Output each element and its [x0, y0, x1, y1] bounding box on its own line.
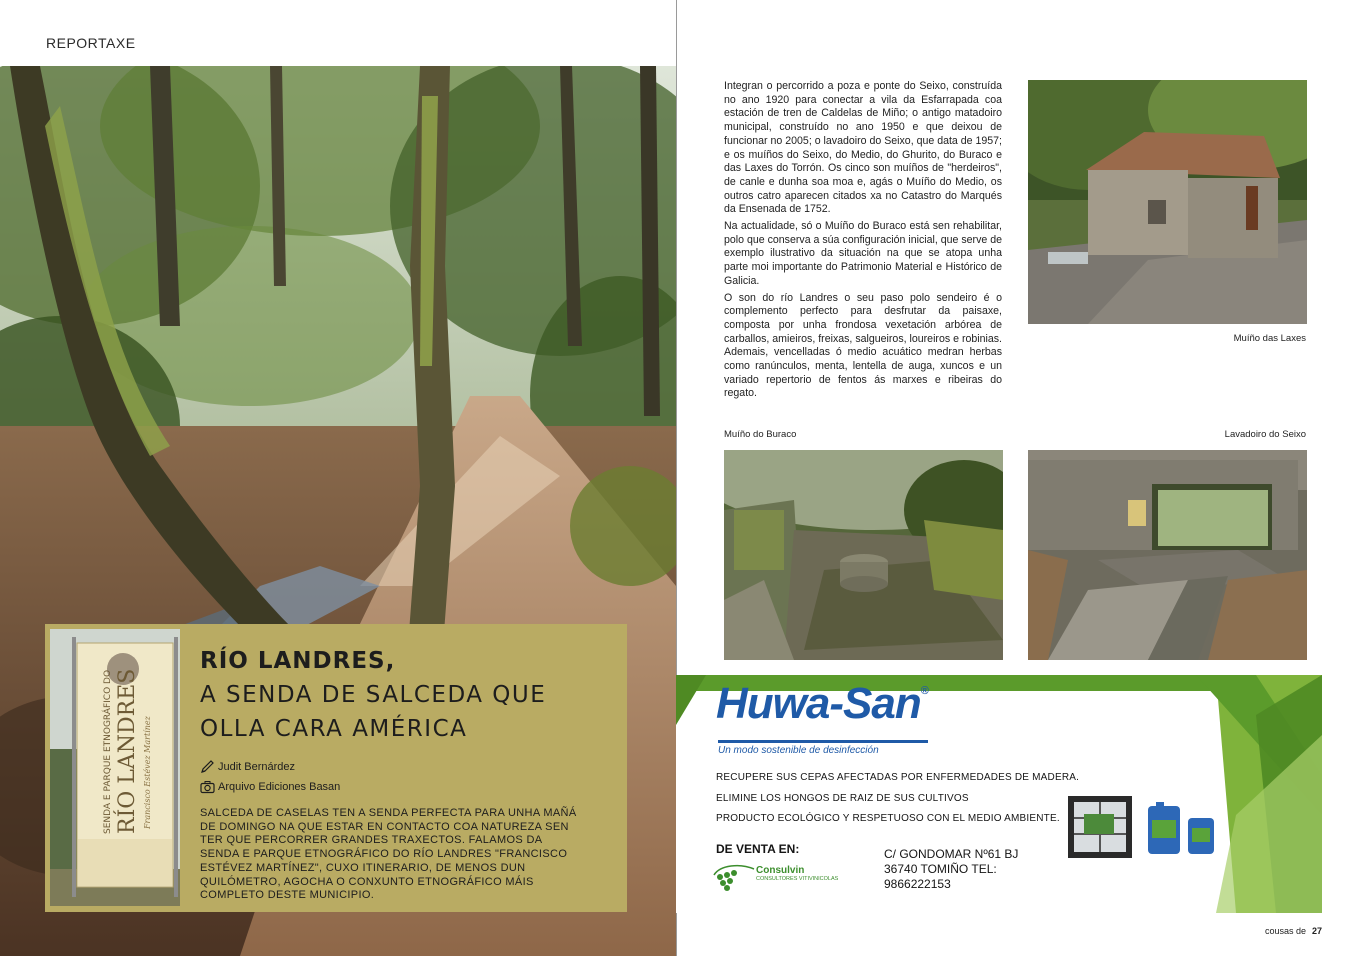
- body-paragraph-3: O son do río Landres o seu paso polo sendeiro é o complemento perfecto para desfrutar da paisaxe, composta por unha frondosa vexetación arbórea de carballos, amieiros, freixas, salgueiros, loureiros e robinias. Ademais, vencelladas ó medio acuático medran herbas como ranúnculos, menta, lentella de auga, xuncos e un variado repertorio de fentos ás marxes e ribeiras do regato.: [724, 291, 1002, 400]
- lavadoiro-do-seixo-photo: [1028, 450, 1307, 660]
- author-name: Judit Bernárdez: [218, 761, 296, 773]
- article-body: [724, 80, 1002, 404]
- page-folio: [1265, 926, 1322, 936]
- title-main: RÍO LANDRES,: [200, 648, 396, 674]
- article-title: [200, 644, 620, 746]
- ad-claim-3: PRODUCTO ECOLÓGICO Y RESPETUOSO CON EL MEDIO AMBIENTE.: [716, 813, 1060, 824]
- title-sub-line1: A SENDA DE SALCEDA QUE: [200, 682, 547, 708]
- logo-underline: [718, 740, 928, 743]
- magazine-name: cousas de: [1264, 926, 1306, 936]
- product-containers-image: [1064, 788, 1224, 868]
- distributor-subtitle: CONSULTORES VITIVINICOLAS: [756, 876, 839, 882]
- body-paragraph-2: Na actualidade, só o Muíño do Buraco está sen rehabilitar, polo que conserva a súa configuración inicial, que serve de exemplo ilustrativo da situación na que se atopa unha parte moi importante do Patrimonio Material e Histórico de Galicia.: [724, 220, 1002, 287]
- ad-claim-1: RECUPERE SUS CEPAS AFECTADAS POR ENFERMEDADES DE MADERA.: [716, 772, 1080, 783]
- banner-line1: SENDA E PARQUE ETNOGRÁFICO DO: [103, 669, 113, 834]
- muino-das-laxes-photo: [1028, 80, 1307, 324]
- huwa-san-logo: [716, 679, 928, 729]
- section-label: REPORTAXE: [46, 35, 136, 51]
- page-number: 27: [1311, 926, 1322, 936]
- ad-claim-2: ELIMINE LOS HONGOS DE RAIZ DE SUS CULTIVOS: [716, 793, 969, 804]
- registered-mark: ®: [920, 685, 928, 697]
- banner-line3: Francisco Estévez Martínez: [143, 716, 152, 829]
- camera-icon: [200, 780, 216, 794]
- senda-banner-photo: [50, 629, 180, 906]
- ad-tagline: Un modo sostenible de desinfección: [718, 745, 879, 756]
- brand-name: Huwa-San: [716, 679, 921, 728]
- ad-address: [884, 847, 1018, 892]
- caption-muino-do-buraco: Muíño do Buraco: [724, 429, 797, 440]
- muino-do-buraco-photo: [724, 450, 1003, 660]
- pencil-icon: [200, 760, 216, 774]
- huwa-san-advert[interactable]: [676, 675, 1322, 913]
- photo-credit-name: Arquivo Ediciones Basan: [218, 781, 341, 793]
- address-line-3: 9866222153: [884, 877, 951, 891]
- photo-credit: [200, 779, 340, 795]
- banner-line2: RÍO LANDRES: [115, 668, 140, 834]
- caption-lavadoiro-do-seixo: Lavadoiro do Seixo: [1224, 429, 1306, 440]
- caption-muino-das-laxes: Muíño das Laxes: [1233, 333, 1306, 344]
- ad-sale-label: DE VENTA EN:: [716, 842, 800, 856]
- address-line-2: 36740 TOMIÑO TEL:: [884, 862, 997, 876]
- title-sub-line2: OLLA CARA AMÉRICA: [200, 716, 468, 742]
- address-line-1: C/ GONDOMAR Nº61 BJ: [884, 847, 1019, 861]
- author-credit: [200, 759, 295, 775]
- body-paragraph-1: Integran o percorrido a poza e ponte do Seixo, construída no ano 1920 para conectar a vila da Esfarrapada coa estación de tren de Caldelas de Miño; o antigo matadoiro municipal, construído no ano 1950 e que deixou de funcionar no 2005; o lavadoiro do Seixo, que data de 1957; e os muíños do Seixo, do Medio, do Ghurito, do Buraco e das Laxes do Torrón. Os cinco son muíños de "herdeiros", de canle e dunha soa moa e, agás o Muíño do Medio, os outros catro aparecen citados xa no Catastro do Marqués da Ensenada de 1752.: [724, 80, 1003, 216]
- distributor-name: Consulvin: [756, 865, 805, 876]
- intro-text: SALCEDA DE CASELAS TEN A SENDA PERFECTA PARA UNHA MAÑÁ DE DOMINGO NA QUE ESTAR EN CONTACTO COA NATUREZA SEN TER QUE PERCORRER GRANDES TRAXECTOS. FALAMOS DA SENDA E PARQUE ETNOGRÁFICO DO RÍO LANDRES "FRANCISCO ESTÉVEZ MARTÍNEZ", CUXO ITINERARIO, DE MENOS DUN QUILÓMETRO, AGOCHA O CONXUNTO ETNOGRÁFICO MÁIS COMPLETO DESTE MUNICIPIO.: [200, 807, 577, 902]
